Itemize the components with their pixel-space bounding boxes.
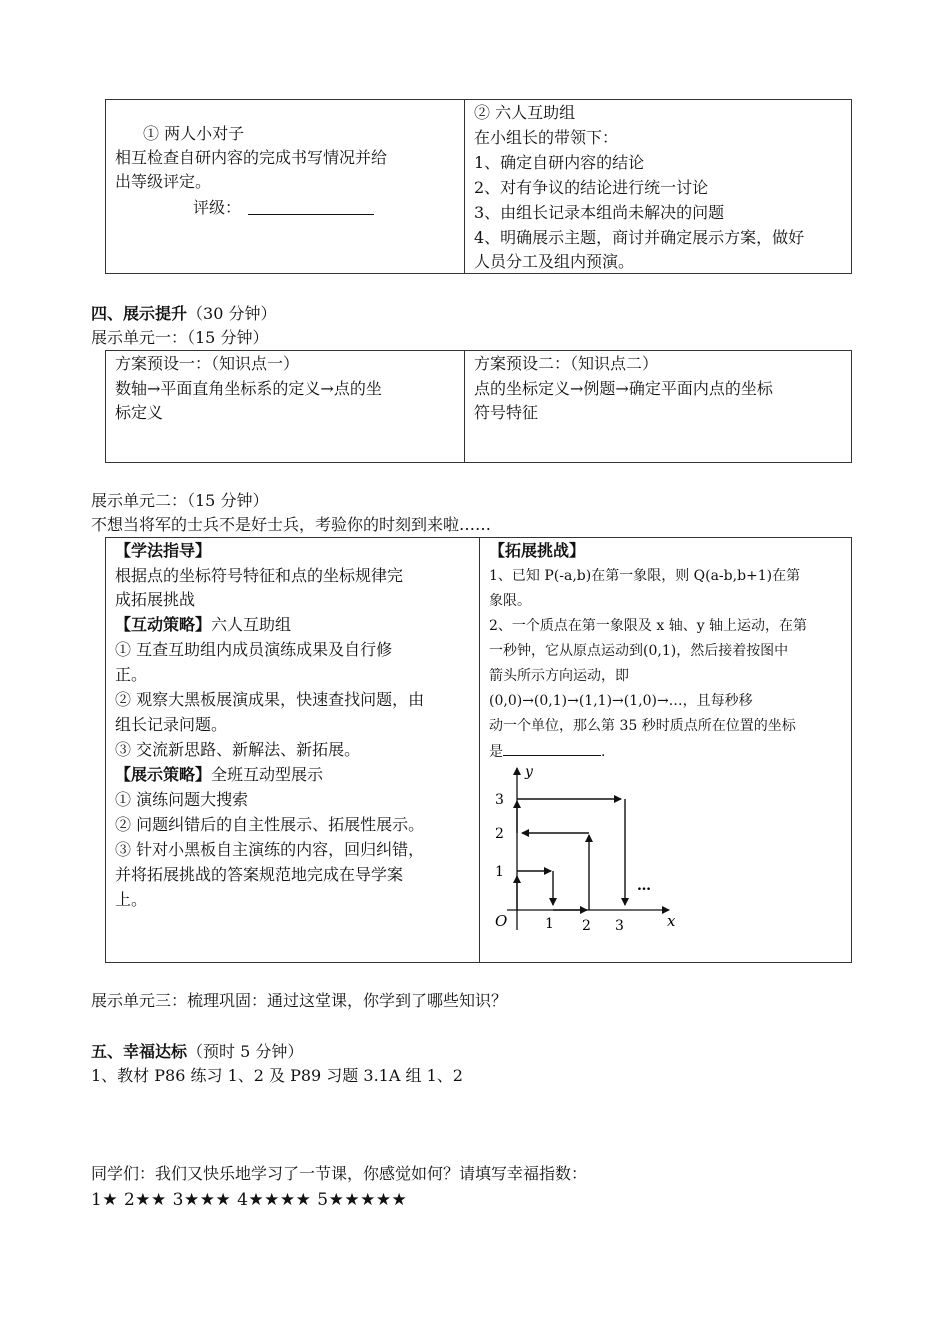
x-axis-label: x xyxy=(667,912,676,930)
display-heading-label: 【展示策略】 xyxy=(115,765,212,784)
y-tick-label: 1 xyxy=(495,864,504,880)
plan-1-title: 方案预设一：（知识点一） xyxy=(115,354,300,373)
challenge-heading: 【拓展挑战】 xyxy=(489,541,586,560)
interaction-line: 正。 xyxy=(115,665,148,684)
study-guide-heading: 【学法指导】 xyxy=(115,541,212,560)
rating-label: 评级： xyxy=(193,198,242,217)
challenge-line: (0,0)→(0,1)→(1,1)→(1,0)→…，且每秒移 xyxy=(489,693,753,709)
interaction-heading xyxy=(115,613,291,637)
pair-check-line: 出等级评定。 xyxy=(115,172,212,191)
group-help-line: 3、由组长记录本组尚未解决的问题 xyxy=(474,203,725,222)
origin-label: O xyxy=(495,912,508,930)
display-line: 并将拓展挑战的答案规范地完成在导学案 xyxy=(115,865,404,884)
interaction-heading-tail: 六人互助组 xyxy=(211,615,292,634)
y-axis-label: y xyxy=(525,764,533,780)
display-heading-tail: 全班互动型展示 xyxy=(211,765,324,784)
happiness-stars[interactable]: 1★ 2★★ 3★★★ 4★★★★ 5★★★★★ xyxy=(91,1190,408,1210)
self-check-table xyxy=(105,99,852,274)
plan-2-line: 点的坐标定义→例题→确定平面内点的坐标 xyxy=(474,379,773,398)
display-line: ③ 针对小黑板自主演练的内容，回归纠错， xyxy=(115,840,425,859)
group-help-line: 人员分工及组内预演。 xyxy=(474,252,635,271)
unit-2-intro: 不想当将军的士兵不是好士兵，考验你的时刻到来啦…… xyxy=(91,515,492,534)
unit-1-table xyxy=(105,350,852,463)
study-guide-line: 根据点的坐标符号特征和点的坐标规律完 xyxy=(115,566,404,585)
x-tick-label: 1 xyxy=(545,916,554,932)
answer-line xyxy=(489,739,605,764)
rating-blank[interactable] xyxy=(248,214,374,215)
display-line: ② 问题纠错后的自主性展示、拓展性展示。 xyxy=(115,815,425,834)
y-tick-label: 2 xyxy=(495,826,504,842)
challenge-line: 箭头所示方向运动，即 xyxy=(489,668,629,684)
plan-2-title: 方案预设二：（知识点二） xyxy=(474,354,659,373)
plan-1-line: 数轴→平面直角坐标系的定义→点的坐 xyxy=(115,379,382,398)
graph-ellipsis: … xyxy=(637,878,651,894)
interaction-line: ③ 交流新思路、新解法、新拓展。 xyxy=(115,740,361,759)
x-tick-label: 2 xyxy=(582,918,591,934)
section-4-title: 四、展示提升 xyxy=(91,304,188,323)
challenge-line: 动一个单位，那么第 35 秒时质点所在位置的坐标 xyxy=(489,718,796,734)
display-line: ① 演练问题大搜索 xyxy=(115,790,249,809)
interaction-line: ① 互查互助组内成员演练成果及自行修 xyxy=(115,640,393,659)
answer-suffix: . xyxy=(601,744,606,760)
section-5-time: （预时 5 分钟） xyxy=(187,1042,304,1061)
unit-3-text: 展示单元三：梳理巩固：通过这堂课，你学到了哪些知识？ xyxy=(91,991,508,1010)
study-guide-line: 成拓展挑战 xyxy=(115,590,196,609)
interaction-line: ② 观察大黑板展演成果，快速查找问题，由 xyxy=(115,690,425,709)
interaction-line: 组长记录问题。 xyxy=(115,715,228,734)
path-graph xyxy=(489,762,689,937)
group-help-line: 在小组长的带领下： xyxy=(474,128,619,147)
section-5-item: 1、教材 P86 练习 1、2 及 P89 习题 3.1A 组 1、2 xyxy=(91,1066,463,1085)
y-tick-label: 3 xyxy=(495,792,504,808)
section-4-time: （30 分钟） xyxy=(187,304,277,323)
plan-1-line: 标定义 xyxy=(115,403,164,422)
challenge-line: 象限。 xyxy=(489,593,531,609)
plan-2-line: 符号特征 xyxy=(474,403,539,422)
section-5-title: 五、幸福达标 xyxy=(91,1042,188,1061)
section-5-heading xyxy=(91,1040,303,1064)
x-tick-label: 3 xyxy=(615,918,624,934)
group-help-title: ② 六人互助组 xyxy=(474,103,576,122)
pair-check-title: ① 两人小对子 xyxy=(143,124,245,143)
unit-2-table xyxy=(105,537,852,963)
challenge-line: 一秒钟，它从原点运动到(0,1)，然后接着按图中 xyxy=(489,643,789,659)
unit-1-heading: 展示单元一：（15 分钟） xyxy=(91,328,269,347)
group-help-line: 4、明确展示主题，商讨并确定展示方案，做好 xyxy=(474,228,805,247)
display-heading xyxy=(115,763,323,787)
group-help-line: 2、对有争议的结论进行统一讨论 xyxy=(474,178,709,197)
pair-check-line: 相互检查自研内容的完成书写情况并给 xyxy=(115,148,388,167)
answer-prefix: 是 xyxy=(489,744,503,760)
answer-blank[interactable] xyxy=(503,739,601,756)
interaction-heading-label: 【互动策略】 xyxy=(115,615,212,634)
group-help-line: 1、确定自研内容的结论 xyxy=(474,153,645,172)
display-line: 上。 xyxy=(115,890,148,909)
unit-2-heading: 展示单元二：（15 分钟） xyxy=(91,491,269,510)
challenge-line: 1、已知 P(-a,b)在第一象限，则 Q(a-b,b+1)在第 xyxy=(489,568,801,584)
section-4-heading xyxy=(91,302,276,326)
closing-text: 同学们：我们又快乐地学习了一节课，你感觉如何？请填写幸福指数： xyxy=(91,1164,588,1183)
challenge-line: 2、一个质点在第一象限及 x 轴、y 轴上运动，在第 xyxy=(489,618,808,634)
